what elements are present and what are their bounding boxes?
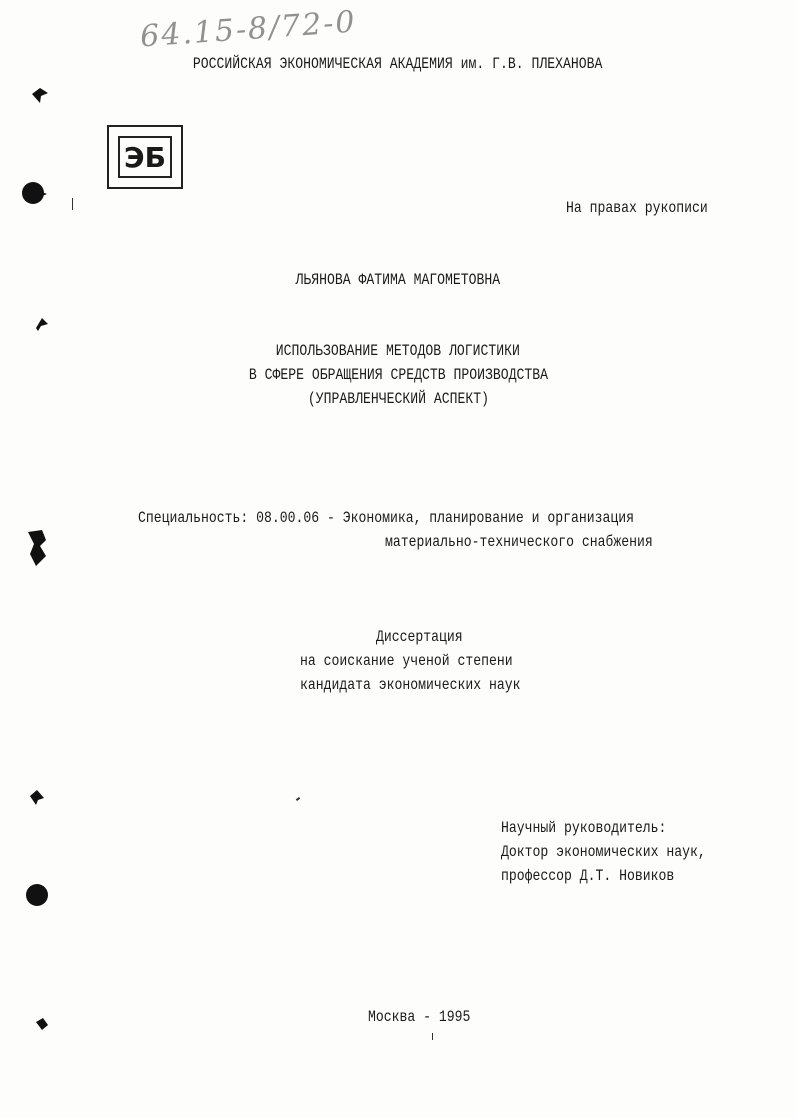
institution-name: РОССИЙСКАЯ ЭКОНОМИЧЕСКАЯ АКАДЕМИЯ им. Г.В. ПЛЕХАНОВА <box>193 55 603 73</box>
punch-hole-icon <box>20 180 48 208</box>
handwritten-catalog-code: 64.15-8/72-0 <box>139 4 358 55</box>
thesis-title-line-2: В СФЕРЕ ОБРАЩЕНИЯ СРЕДСТВ ПРОИЗВОДСТВА <box>248 366 548 384</box>
specialty-line-1: Специальность: 08.00.06 - Экономика, планирование и организация <box>138 509 635 527</box>
specialty-line-2: материально-технического снабжения <box>385 533 653 551</box>
stray-mark <box>296 797 300 801</box>
binding-mark-icon <box>30 84 50 104</box>
punch-hole-icon <box>24 528 52 568</box>
thesis-title-line-3: (УПРАВЛЕНЧЕСКИЙ АСПЕКТ) <box>307 390 489 408</box>
dissertation-label: Диссертация <box>376 628 463 646</box>
city-year-footer: Москва - 1995 <box>368 1008 471 1026</box>
manuscript-rights-note: На правах рукописи <box>566 199 708 217</box>
binding-mark-icon <box>28 788 46 806</box>
stamp-label: ЭБ <box>118 136 172 178</box>
stray-mark <box>72 198 73 210</box>
punch-hole-icon <box>24 882 50 908</box>
author-name: ЛЬЯНОВА ФАТИМА МАГОМЕТОВНА <box>295 271 501 289</box>
supervisor-degree: Доктор экономических наук, <box>501 843 706 861</box>
degree-sought-line: на соискание ученой степени <box>300 652 513 670</box>
thesis-title-line-1: ИСПОЛЬЗОВАНИЕ МЕТОДОВ ЛОГИСТИКИ <box>275 342 521 360</box>
library-stamp <box>107 125 183 189</box>
supervisor-heading: Научный руководитель: <box>501 819 667 837</box>
degree-name-line: кандидата экономических наук <box>300 676 521 694</box>
supervisor-name: профессор Д.Т. Новиков <box>501 867 675 885</box>
binding-mark-icon <box>34 1016 50 1032</box>
stray-mark <box>432 1033 433 1040</box>
institution-header <box>0 54 796 74</box>
binding-mark-icon <box>34 316 50 332</box>
